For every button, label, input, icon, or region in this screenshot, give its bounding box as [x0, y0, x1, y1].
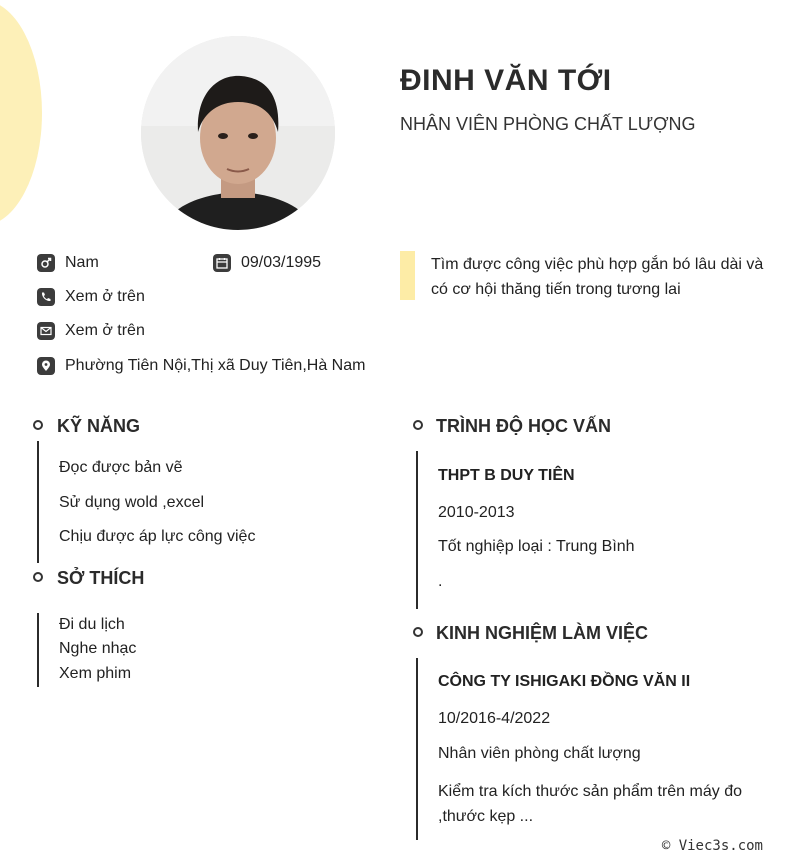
calendar-icon	[213, 254, 231, 272]
education-detail: Tốt nghiệp loại : Trung Bình	[438, 538, 635, 555]
education-period: 2010-2013	[438, 504, 515, 521]
skills-title: KỸ NĂNG	[57, 416, 141, 436]
footer-watermark: © Viec3s.com	[661, 838, 763, 854]
phone-row	[37, 288, 145, 306]
gender-row	[37, 254, 99, 272]
experience-role: Nhân viên phòng chất lượng	[438, 745, 641, 762]
experience-title: KINH NGHIỆM LÀM VIỆC	[436, 623, 649, 643]
address-value: Phường Tiên Nội,Thị xã Duy Tiên,Hà Nam	[65, 357, 366, 374]
education-title: TRÌNH ĐỘ HỌC VẤN	[436, 416, 611, 436]
education-bullet	[413, 420, 423, 430]
gender-icon	[37, 254, 55, 272]
school-name: THPT B DUY TIÊN	[438, 467, 575, 484]
hobby-item: Nghe nhạc	[59, 640, 137, 657]
hobbies-timeline	[37, 613, 39, 687]
avatar	[141, 36, 335, 230]
experience-period: 10/2016-4/2022	[438, 710, 551, 727]
decorative-half-circle	[0, 0, 42, 226]
career-objective: Tìm được công việc phù hợp gắn bó lâu dài và có cơ hội thăng tiến trong tương lai	[431, 256, 764, 298]
email-row	[37, 322, 145, 340]
experience-bullet	[413, 627, 423, 637]
education-extra: .	[438, 573, 443, 590]
skill-item: Chịu được áp lực công việc	[59, 528, 256, 545]
skills-bullet	[33, 420, 43, 430]
birthday-value: 09/03/1995	[241, 254, 322, 271]
hobby-item: Xem phim	[59, 665, 132, 682]
company-name: CÔNG TY ISHIGAKI ĐỒNG VĂN II	[438, 673, 691, 690]
objective-accent-bar	[400, 251, 415, 300]
phone-icon	[37, 288, 55, 306]
experience-timeline	[416, 658, 418, 840]
hobby-item: Đi du lịch	[59, 616, 125, 633]
address-row	[37, 357, 365, 375]
gender-value: Nam	[65, 254, 99, 271]
hobbies-title: SỞ THÍCH	[57, 568, 145, 588]
full-name: ĐINH VĂN TỚI	[400, 64, 612, 97]
skill-item: Sử dụng wold ,excel	[59, 494, 205, 511]
education-timeline	[416, 451, 418, 609]
email-value: Xem ở trên	[65, 322, 145, 339]
profile-photo	[141, 36, 335, 230]
location-pin-icon	[37, 357, 55, 375]
skill-item: Đọc được bản vẽ	[59, 459, 183, 476]
skills-timeline	[37, 441, 39, 563]
email-icon	[37, 322, 55, 340]
birthday-row	[213, 254, 321, 272]
experience-description: Kiểm tra kích thước sản phẩm trên máy đo ,thước kẹp ...	[438, 783, 742, 825]
job-position: NHÂN VIÊN PHÒNG CHẤT LƯỢNG	[400, 114, 696, 134]
phone-value: Xem ở trên	[65, 288, 145, 305]
hobbies-bullet	[33, 572, 43, 582]
